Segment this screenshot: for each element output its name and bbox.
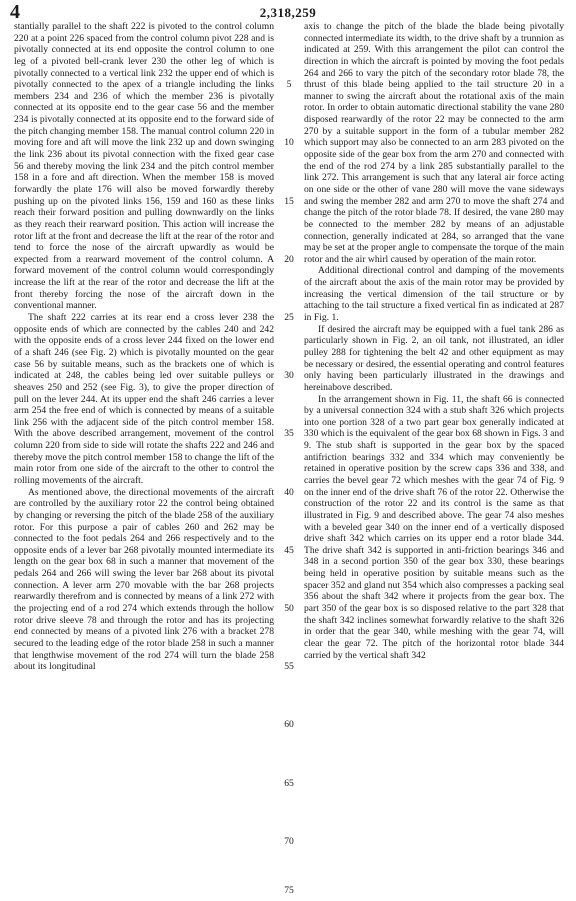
line-number-65: 65 [284, 777, 294, 789]
line-number-75: 75 [284, 885, 294, 896]
line-number-40: 40 [284, 486, 294, 498]
line-number-gutter [276, 21, 302, 901]
left-paragraph-1: stantially parallel to the shaft 222 is pivoted to the control column 220 at a point 226 spaced from the control column pivot 228 and is pivotally connected at its end opposite the control column to one leg of a pivoted bell-crank lever 230 the other leg of which is pivotally connected to a vertical link 232 the upper end of which is pivotally connected to the apex of a triangle including the links members 234 and 236 of which the member 236 is pivotally connected at its opposite end to the gear case 56 and the member 234 is pivotally connected at its opposite end to the forward side of the pitch changing member 158. The manual control column 220 in moving fore and aft will move the link 232 up and down swinging the link 236 about its pivotal connection with the fixed gear case 56 and thereby moving the link 234 and the pitch control member 158 in a fore and aft direction. When the member 158 is moved forwardly the plate 176 will also be moved forwardly thereby pushing up on the pivoted links 156, 159 and 160 as these links reach their forward position and pulling downwardly on the links as they reach their rearward position. This action will increase the rotor lift at the front and decrease the lift at the rear of the rotor and tend to force the nose of the aircraft upwardly as would be expected from a rearward movement of the control column. A forward movement of the control column would correspondingly increase the lift at the rear of the rotor and decrease the lift at the front thereby forcing the nose of the aircraft down in the conventional manner. [14, 21, 274, 312]
line-number-55: 55 [284, 661, 294, 673]
right-paragraph-1: axis to change the pitch of the blade the blade being pivotally connected intermediate its width, to the drive shaft by a trunnion as indicated at 259. With this arrangement the pilot can control the direction in which the aircraft is pointed by moving the foot pedals 264 and 266 to vary the pitch of the secondary rotor blade 78, the thrust of this blade being applied to the tail structure 20 in a manner to swing the aircraft about the rotational axis of the main rotor. In order to obtain automatic directional stability the vane 280 disposed rearwardly of the rotor 22 may be connected to the arm 270 by a suitable support in the form of a tubular member 282 which support may also be connected to an arm 283 pivoted on the opposite side of the gear box from the arm 270 and connected with the end of the rod 274 by a link 285 substantially parallel to the link 272. This arrangement is such that any lateral air force acting on one side or the other of vane 280 will move the vane sideways and swing the member 282 and arm 270 to move the shaft 274 and change the pitch of the rotor blade 78. If desired, the vane 280 may be connected to the member 282 by means of an adjustable connection, generally indicated at 284, so arranged that the vane may be set at the proper angle to compensate the torque of the main rotor and the air whirl caused by operation of the main rotor. [304, 21, 564, 265]
left-text-column [14, 21, 274, 673]
line-number-45: 45 [284, 544, 294, 556]
line-number-5: 5 [286, 79, 292, 91]
line-number-25: 25 [284, 312, 294, 323]
right-paragraph-3: If desired the aircraft may be equipped with a fuel tank 286 as particularly shown in Fig. 2, an oil tank, not illustrated, an idler pulley 288 for tightening the belt 42 and other equipment as may be necessary or desired, the essential operating and control features only having been particularly illustrated in the drawings and hereinabove described. [304, 323, 564, 393]
line-number-60: 60 [284, 719, 294, 731]
line-number-70: 70 [284, 835, 294, 847]
line-number-50: 50 [284, 603, 294, 614]
line-number-10: 10 [284, 137, 294, 149]
left-paragraph-3: As mentioned above, the directional movements of the aircraft are controlled by the auxiliary rotor 22 the control being obtained by changing or reversing the pitch of the blade 258 of the auxiliary rotor. For this purpose a pair of cables 260 and 262 may be connected to the foot pedals 264 and 266 respectively and to the opposite ends of a lever bar 268 pivotally mounted intermediate its length on the gear box 68 in such a manner that movement of the pedals 264 and 266 will swing the lever bar 268 about its pivotal connection. A lever arm 270 movable with the bar 268 projects rearwardly therefrom and is connected by means of a link 272 with the projecting end of a rod 274 which extends through the hollow rotor drive sleeve 78 and through the rotor and has its projecting end connected by means of a pivoted link 276 with a bracket 278 secured to the leading edge of the rotor blade 258 in such a manner that lengthwise movement of the rod 274 will turn the blade 258 about its longitudinal [14, 486, 274, 673]
right-text-column [304, 21, 564, 661]
right-paragraph-4: In the arrangement shown in Fig. 11, the shaft 66 is connected by a universal connection 324 with a stub shaft 326 which projects into one portion 328 of a two part gear box generally indicated at 330 which is the equivalent of the gear box 68 shown in Figs. 3 and 9. The stub shaft is supported in the gear box by the spaced antifriction bearings 332 and 334 which may conveniently be retained in operative position by the screw caps 336 and 338, and carries the bevel gear 72 which meshes with the gear 74 of Fig. 9 on the inner end of the drive shaft 76 of the rotor 22. Otherwise the construction of the rotor 22 and its control is the same as that illustrated in Fig. 9 and described above. The gear 74 also meshes with a beveled gear 340 on the inner end of a vertically disposed drive shaft 342 which carries on its upper end a rotor blade 344. The drive shaft 342 is supported in anti-friction bearings 346 and 348 in a second portion 350 of the gear box 330, these bearings being held in operative position by suitable means such as the spacer 352 and gland nut 354 which also compresses a packing seal 356 about the shaft 342 where it projects from the gear box. The part 350 of the gear box is so disposed relative to the part 328 that the shaft 342 inclines somewhat forwardly relative to the shaft 326 in order that the gear 340, while meshing with the gear 74, will clear the gear 72. The pitch of the horizontal rotor blade 344 carried by the vertical shaft 342 [304, 393, 564, 661]
line-number-30: 30 [284, 370, 294, 382]
patent-number: 2,318,259 [259, 5, 317, 20]
line-number-15: 15 [284, 195, 294, 207]
left-paragraph-2: The shaft 222 carries at its rear end a cross lever 238 the opposite ends of which are connected by the cables 240 and 242 with the opposite ends of a cross lever 244 fixed on the lower end of a shaft 246 (see Fig. 2) which is pivotally mounted on the gear case 56 by suitable means, such as the brackets one of which is indicated at 248, the cables being led over suitable pulleys or sheaves 250 and 252 (see Fig. 3), to give the proper direction of pull on the lever 244. At its upper end the shaft 246 carries a lever arm 254 the free end of which is connected by means of a suitable link 256 with the adjacent side of the pitch control member 158. With the above described arrangement, movement of the control column 220 from side to side will rotate the shafts 222 and 246 and thereby move the pitch control member 158 to change the lift of the main rotor from one side of the aircraft to the other to control the rolling movements of the aircraft. [14, 312, 275, 486]
page-number: 4 [10, 1, 20, 23]
right-paragraph-2: Additional directional control and damping of the movements of the aircraft about the axis of the main rotor may be provided by increasing the vertical dimension of the tail structure or by attaching to the tail structure a fixed vertical fin as indicated at 287 in Fig. 1. [304, 265, 564, 324]
line-number-20: 20 [284, 253, 294, 265]
line-number-35: 35 [284, 428, 294, 440]
